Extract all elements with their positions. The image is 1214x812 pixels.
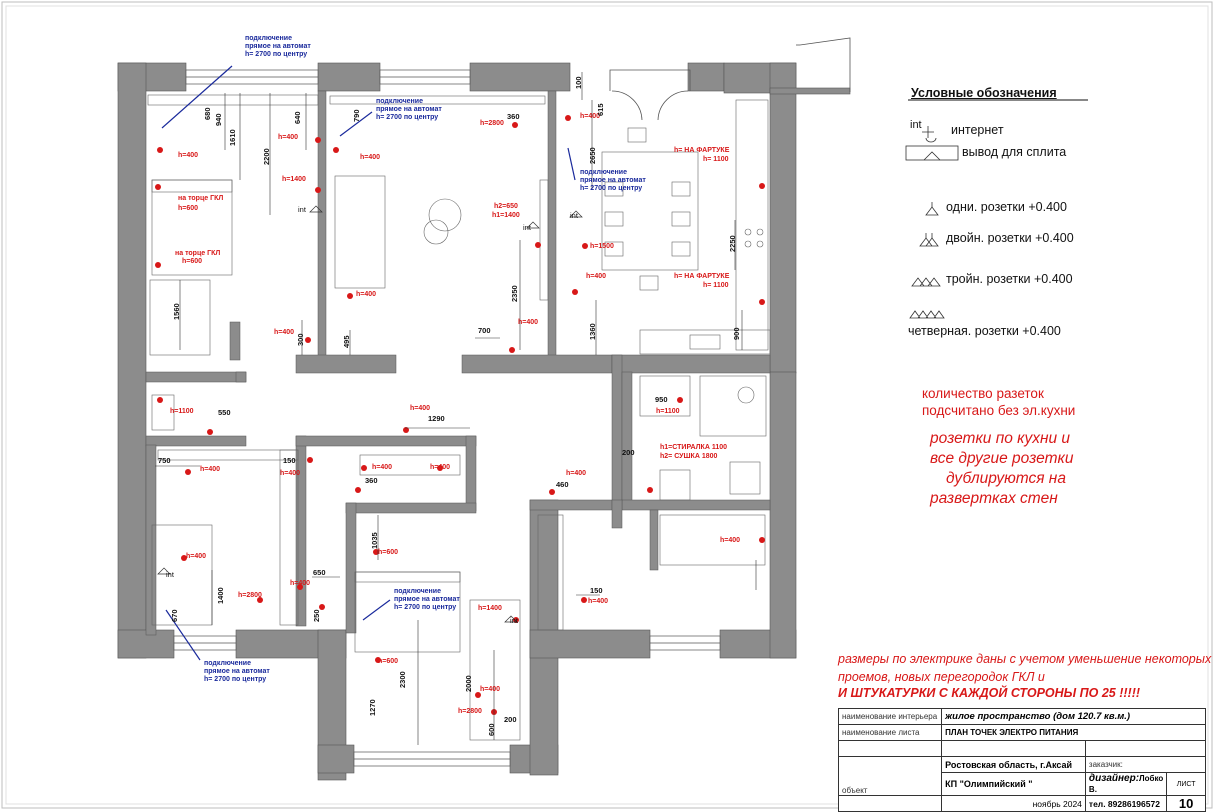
internet-icon-label: int — [910, 119, 922, 131]
feed-note-bedroom2: подключение прямое на автомат h= 2700 по центру — [394, 588, 460, 611]
height-label: h=400 — [280, 470, 301, 477]
stamp-object-line1: Ростовская область, г.Аксай — [942, 757, 1086, 773]
dim-label: 1270 — [368, 699, 377, 716]
title-block — [838, 708, 1206, 812]
partition-walls — [146, 91, 770, 635]
dim-label: 460 — [556, 480, 569, 489]
dim-label: 750 — [158, 456, 171, 465]
legend-double: двойн. розетки +0.400 — [946, 231, 1074, 245]
height-label: h=1400 — [282, 176, 306, 183]
apron-height: h= 1100 — [703, 156, 729, 163]
apron-label: h= НА ФАРТУКЕ — [674, 147, 730, 154]
single-socket-icon — [926, 202, 938, 215]
height-label: h=2800 — [238, 592, 262, 599]
height-label: h=2800 — [458, 708, 482, 715]
stamp-interior-label: наименование интерьера — [839, 709, 942, 725]
height-label: h=1100 — [656, 408, 680, 415]
apron-height: h= 1100 — [703, 282, 729, 289]
plaster-note: И ШТУКАТУРКИ С КАЖДОЙ СТОРОНЫ ПО 25 !!!!! — [838, 686, 1141, 700]
dim-label: 1610 — [228, 129, 237, 146]
legend-icons — [906, 126, 958, 318]
legend-triple: тройн. розетки +0.400 — [946, 272, 1073, 286]
height-label: h=400 — [290, 580, 311, 587]
height-label: h=400 — [372, 464, 393, 471]
dims-note-1: размеры по электрике даны с учетом уменьшение некоторых — [838, 652, 1212, 666]
dim-label: 200 — [622, 448, 635, 457]
internet-socket-icon — [922, 126, 936, 142]
dim-label: 300 — [296, 333, 305, 346]
height-label: h=600 — [378, 549, 399, 556]
dim-label: 1035 — [370, 532, 379, 549]
height-label: h=400 — [200, 466, 221, 473]
height-label: h=400 — [580, 113, 601, 120]
apron-label: h= НА ФАРТУКЕ — [674, 273, 730, 280]
stamp-sheet-label: наименование листа — [839, 725, 942, 741]
dim-label: 2300 — [398, 671, 407, 688]
kitchen-note-2: все другие розетки — [930, 450, 1074, 467]
triple-socket-icon — [912, 278, 940, 286]
feed-note-living: подключение прямое на автомат h= 2700 по центру — [376, 98, 442, 121]
feed-note-kitchen: подключение прямое на автомат h= 2700 по центру — [580, 169, 646, 192]
double-socket-icon — [920, 233, 938, 246]
feed-note-bedroom: подключение прямое на автомат h= 2700 по центру — [245, 35, 311, 58]
feed-note-south: подключение прямое на автомат h= 2700 по центру — [204, 660, 270, 683]
height-label: h=600 — [178, 205, 199, 212]
dim-label: 1360 — [588, 323, 597, 340]
split-outlet-icon — [906, 146, 958, 160]
stamp-object-label: объект — [839, 757, 942, 796]
dim-label: 950 — [655, 395, 668, 404]
height-label: h=1100 — [170, 408, 194, 415]
height-label: h=400 — [360, 154, 381, 161]
height-label: h=400 — [430, 464, 451, 471]
kitchen-note-4: развертках стен — [930, 490, 1058, 507]
dim-label: 360 — [507, 112, 520, 121]
height-label: h=400 — [480, 686, 501, 693]
height-label: h1=1400 — [492, 212, 520, 219]
dryer-label: h2= СУШКА 1800 — [660, 453, 718, 460]
dim-label: 615 — [596, 103, 605, 116]
dim-label: 600 — [487, 723, 496, 736]
stamp-interior-value: жилое пространство (дом 120.7 кв.м.) — [942, 709, 1206, 725]
height-label: h=400 — [586, 273, 607, 280]
dim-label: 790 — [352, 109, 361, 122]
int-label: int — [166, 570, 174, 579]
int-label: int — [523, 223, 531, 232]
dim-label: 1400 — [216, 587, 225, 604]
stamp-sheet-no-label: ЛИСТ — [1167, 773, 1206, 796]
stamp-designer: дизайнер:Лобко В. — [1085, 773, 1166, 796]
dim-label: 650 — [313, 568, 326, 577]
height-label: h=400 — [566, 470, 587, 477]
int-label: int — [510, 616, 518, 625]
dim-label: 150 — [590, 586, 603, 595]
height-label: h=400 — [410, 405, 431, 412]
height-label: h=400 — [356, 291, 377, 298]
legend-internet: интернет — [951, 123, 1004, 137]
dim-label: 700 — [478, 326, 491, 335]
height-label: h2=650 — [494, 203, 518, 210]
height-label: h=2800 — [480, 120, 504, 127]
dim-label: 2000 — [464, 675, 473, 692]
gkl-label: на торце ГКЛ — [178, 195, 224, 202]
dim-label: 670 — [170, 609, 179, 622]
legend-single: одни. розетки +0.400 — [946, 200, 1067, 214]
quad-socket-icon — [910, 311, 944, 318]
dim-label: 150 — [283, 456, 296, 465]
dim-label: 100 — [574, 76, 583, 89]
dim-label: 360 — [365, 476, 378, 485]
height-label: h=400 — [720, 537, 741, 544]
height-label: h=400 — [588, 598, 609, 605]
legend-quad: четверная. розетки +0.400 — [908, 324, 1061, 338]
dim-label: 2200 — [262, 148, 271, 165]
stamp-date: ноябрь 2024 — [942, 796, 1086, 812]
dim-label: 495 — [342, 335, 351, 348]
washer-label: h1=СТИРАЛКА 1100 — [660, 444, 728, 451]
height-label: h=600 — [182, 258, 203, 265]
stamp-sheet-number: 10 — [1167, 796, 1206, 812]
height-label: h=1500 — [590, 243, 614, 250]
height-label: h=600 — [378, 658, 399, 665]
int-label: int — [298, 205, 306, 214]
legend-split: вывод для сплита — [962, 145, 1067, 159]
dim-label: 640 — [293, 111, 302, 124]
dim-label: 2350 — [510, 285, 519, 302]
count-note-1: количество разеток — [922, 386, 1044, 401]
height-label: h=1400 — [478, 605, 502, 612]
dim-label: 1560 — [172, 303, 181, 320]
height-label: h=400 — [278, 134, 299, 141]
height-label: h=400 — [178, 152, 199, 159]
height-label: h=400 — [274, 329, 295, 336]
count-note-2: подсчитано без эл.кухни — [922, 403, 1076, 418]
dim-label: 550 — [218, 408, 231, 417]
int-label: int — [570, 211, 578, 220]
dim-label: 2650 — [588, 147, 597, 164]
dim-label: 1290 — [428, 414, 445, 423]
dim-label: 680 — [203, 107, 212, 120]
stamp-customer: заказчик: — [1085, 757, 1205, 773]
legend-title: Условные обозначения — [911, 86, 1057, 100]
dim-label: 2250 — [728, 235, 737, 252]
height-label: h=400 — [186, 553, 207, 560]
height-label: h=400 — [518, 319, 539, 326]
gkl-label: на торце ГКЛ — [175, 250, 221, 257]
dim-label: 200 — [504, 715, 517, 724]
dims-note-2: проемов, новых перегородок ГКЛ и — [838, 670, 1045, 684]
dim-label: 900 — [732, 327, 741, 340]
stamp-phone: тел. 89286196572 — [1085, 796, 1166, 812]
stamp-object-line2: КП "Олимпийский " — [942, 773, 1086, 796]
stamp-sheet-value: ПЛАН ТОЧЕК ЭЛЕКТРО ПИТАНИЯ — [942, 725, 1206, 741]
dim-label: 250 — [312, 609, 321, 622]
dim-label: 940 — [214, 113, 223, 126]
kitchen-note-3: дублируются на — [946, 470, 1066, 487]
kitchen-note-1: розетки по кухни и — [930, 430, 1071, 447]
